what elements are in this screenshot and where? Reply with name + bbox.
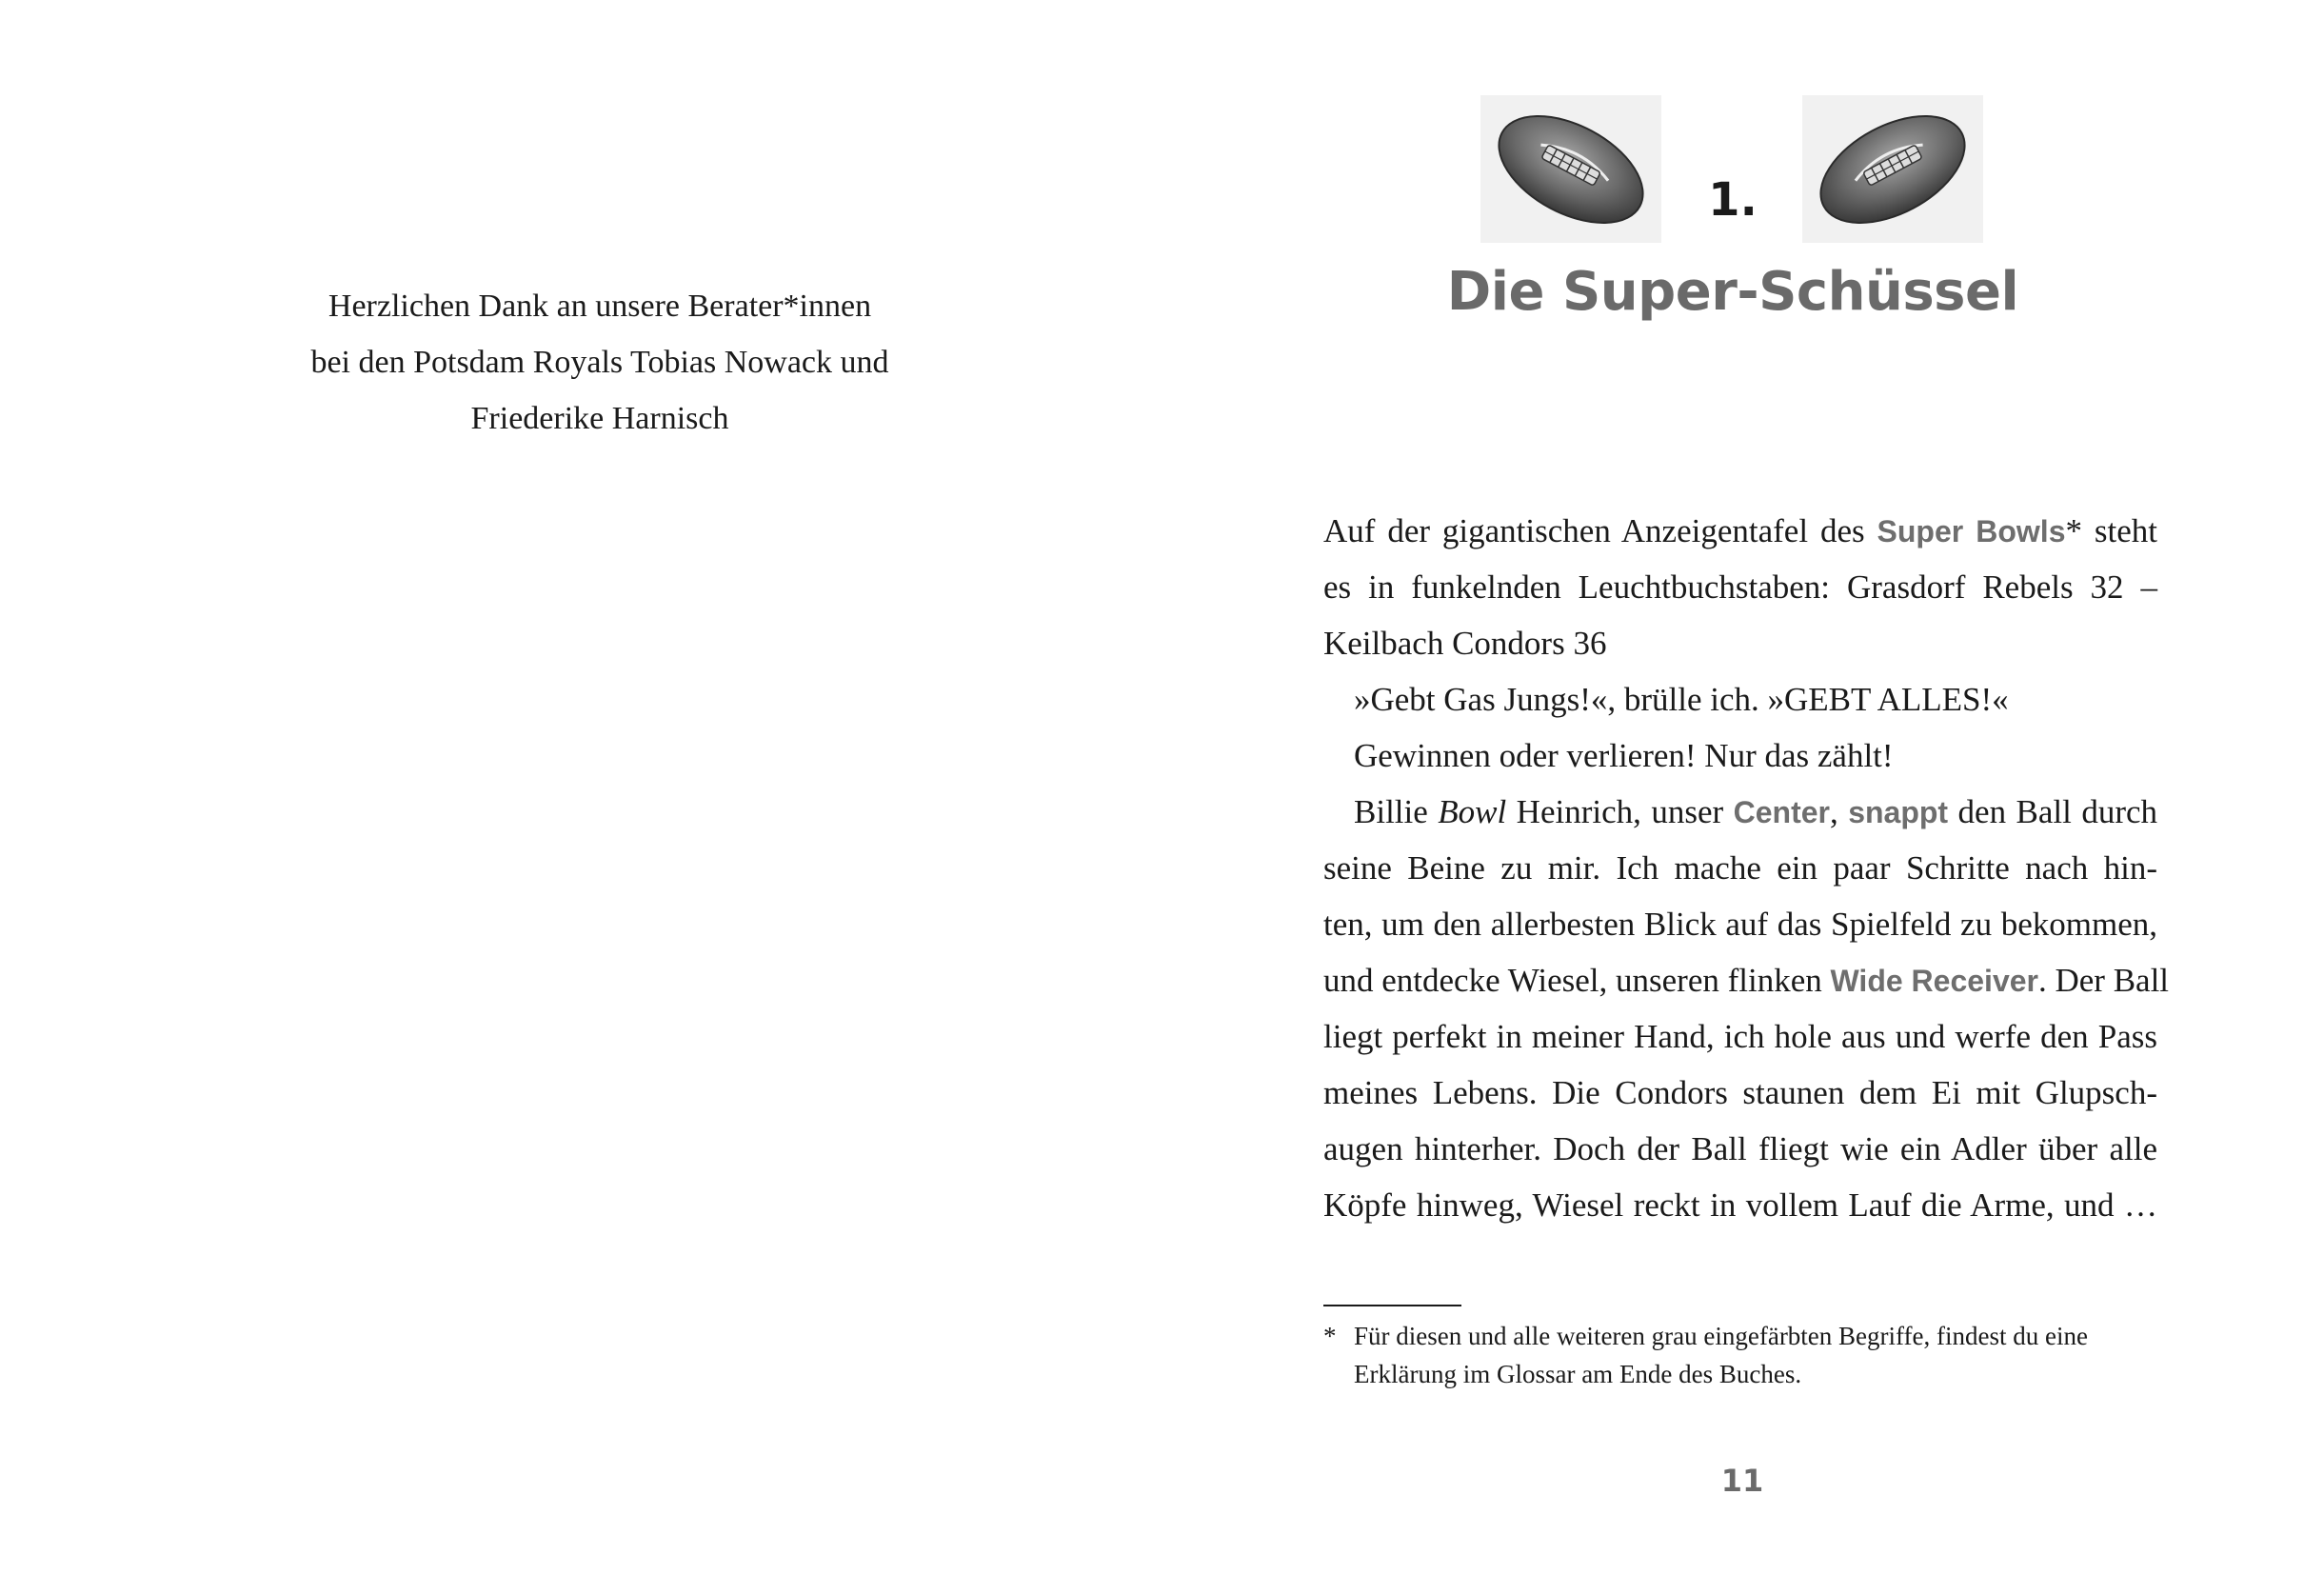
text-line: Gewinnen oder verlieren! Nur das zählt! xyxy=(1354,737,1894,774)
acknowledgement-line: Friederike Harnisch xyxy=(470,401,729,436)
acknowledgement xyxy=(219,278,981,447)
text-line: meines Lebens. Die Condors staunen dem Ei mit Glupsch- xyxy=(1323,1074,2157,1111)
text-line: Auf der gigantischen Anzeigentafel des Super Bowls* steht xyxy=(1323,512,2158,549)
text-line: Keilbach Condors 36 xyxy=(1323,625,1607,662)
chapter-number: 1. xyxy=(1708,173,1758,227)
chapter-heading xyxy=(1480,95,1985,252)
glossary-term: Center xyxy=(1733,795,1830,829)
text-line: »Gebt Gas Jungs!«, brülle ich. »GEBT ALLES!« xyxy=(1354,681,2009,718)
glossary-term: snappt xyxy=(1848,795,1949,829)
text-line: und entdecke Wiesel, unseren flinken Wide Receiver. Der Ball xyxy=(1323,962,2170,999)
acknowledgement-line: bei den Potsdam Royals Tobias Nowack und xyxy=(310,345,889,380)
acknowledgement-line: Herzlichen Dank an unsere Berater*innen xyxy=(328,289,872,324)
footnote-line: Für diesen und alle weiteren grau eingefärbten Begriffe, findest du eine xyxy=(1354,1322,2088,1350)
football-icon xyxy=(1802,95,1983,243)
footnote xyxy=(1323,1317,2157,1393)
text-line: augen hinterher. Doch der Ball fliegt wie ein Adler über alle xyxy=(1323,1130,2157,1167)
text-line: seine Beine zu mir. Ich mache ein paar Schritte nach hin- xyxy=(1323,849,2157,887)
page-number: 11 xyxy=(1720,1463,1764,1499)
text-line: ten, um den allerbesten Blick auf das Spielfeld zu bekommen, xyxy=(1323,906,2157,943)
footnote-marker: * xyxy=(1323,1322,1337,1350)
text-line: liegt perfekt in meiner Hand, ich hole aus und werfe den Pass xyxy=(1323,1018,2157,1055)
footnote-divider xyxy=(1323,1305,1461,1306)
text-line: Köpfe hinweg, Wiesel reckt in vollem Lauf die Arme, und … xyxy=(1323,1186,2157,1224)
text-line: Billie Bowl Heinrich, unser Center, snappt den Ball durch xyxy=(1354,793,2158,830)
chapter-body xyxy=(1323,503,2170,1233)
chapter-title: Die Super-Schüssel xyxy=(1446,261,2019,323)
glossary-term: Super Bowls xyxy=(1877,514,2066,548)
footnote-line: Erklärung im Glossar am Ende des Buches. xyxy=(1354,1360,1802,1388)
glossary-term: Wide Receiver xyxy=(1830,964,2038,998)
text-line: es in funkelnden Leuchtbuchstaben: Grasdorf Rebels 32 – xyxy=(1323,568,2157,606)
football-icon xyxy=(1480,95,1661,243)
